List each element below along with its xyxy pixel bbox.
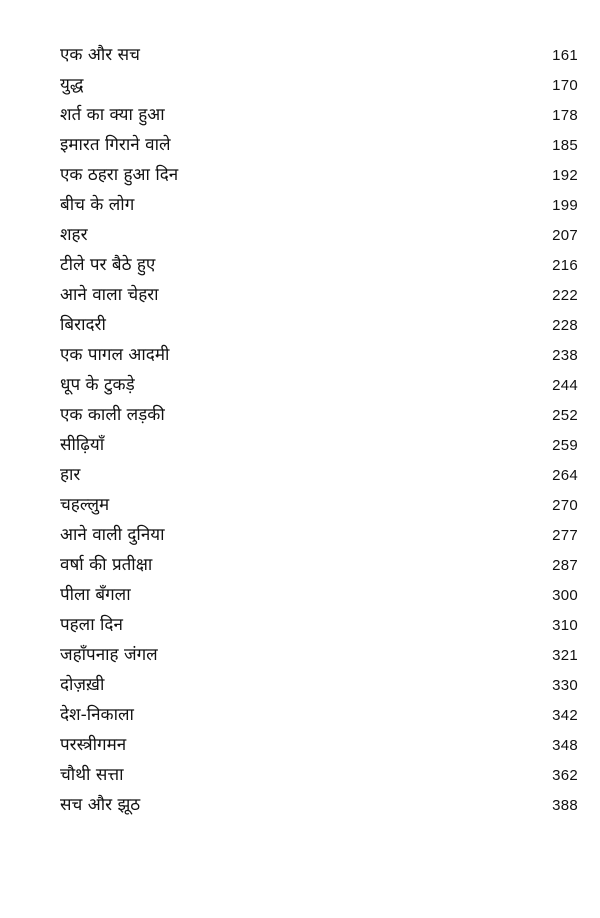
- toc-entry-title: आने वाला चेहरा: [60, 285, 159, 305]
- toc-entry: [60, 280, 578, 310]
- toc-entry: [60, 70, 578, 100]
- toc-entry-page: 348: [552, 737, 578, 754]
- toc-entry-page: 310: [552, 617, 578, 634]
- toc-entry-title: पहला दिन: [60, 615, 123, 635]
- toc-entry: [60, 670, 578, 700]
- toc-entry-title: युद्ध: [60, 75, 84, 95]
- toc-entry-title: टीले पर बैठे हुए: [60, 255, 156, 275]
- toc-entry: [60, 700, 578, 730]
- toc-entry-page: 216: [552, 257, 578, 274]
- toc-entry-title: बीच के लोग: [60, 195, 135, 215]
- toc-entry-title: चौथी सत्ता: [60, 765, 124, 785]
- toc-entry-page: 185: [552, 137, 578, 154]
- toc-entry: [60, 160, 578, 190]
- toc-entry: [60, 370, 578, 400]
- toc-entry-title: इमारत गिराने वाले: [60, 135, 171, 155]
- toc-entry-page: 238: [552, 347, 578, 364]
- toc-entry-title: शहर: [60, 225, 88, 245]
- toc-entry-title: हार: [60, 465, 81, 485]
- toc-entry: [60, 400, 578, 430]
- toc-entry-page: 161: [552, 47, 578, 64]
- toc-entry-page: 222: [552, 287, 578, 304]
- toc-entry-title: सीढ़ियाँ: [60, 435, 105, 455]
- toc-entry: [60, 580, 578, 610]
- toc-entry-page: 170: [552, 77, 578, 94]
- toc-entry-title: चहल्लुम: [60, 495, 110, 515]
- toc-entry-page: 199: [552, 197, 578, 214]
- toc-entry-title: धूप के टुकड़े: [60, 375, 135, 395]
- toc-entry: [60, 730, 578, 760]
- toc-entry-title: देश-निकाला: [60, 705, 134, 725]
- toc-entry-title: एक ठहरा हुआ दिन: [60, 165, 179, 185]
- toc-entry-page: 300: [552, 587, 578, 604]
- toc-entry-page: 178: [552, 107, 578, 124]
- toc-entry-page: 207: [552, 227, 578, 244]
- toc-entry: [60, 40, 578, 70]
- toc-entry-title: एक और सच: [60, 45, 140, 65]
- toc-entry: [60, 340, 578, 370]
- toc-entry: [60, 550, 578, 580]
- toc-entry-page: 287: [552, 557, 578, 574]
- toc-entry-title: एक काली लड़की: [60, 405, 165, 425]
- toc-entry-page: 342: [552, 707, 578, 724]
- toc-entry-page: 259: [552, 437, 578, 454]
- toc-entry-page: 228: [552, 317, 578, 334]
- toc-entry: [60, 430, 578, 460]
- toc-entry-title: परस्त्रीगमन: [60, 735, 127, 755]
- toc-entry-page: 244: [552, 377, 578, 394]
- toc-entry: [60, 250, 578, 280]
- toc-entry: [60, 520, 578, 550]
- toc-entry: [60, 490, 578, 520]
- toc-entry-page: 252: [552, 407, 578, 424]
- toc-entry-page: 330: [552, 677, 578, 694]
- toc-entry: [60, 100, 578, 130]
- toc-entry: [60, 310, 578, 340]
- toc-entry-title: पीला बँगला: [60, 585, 131, 605]
- toc-entry-page: 277: [552, 527, 578, 544]
- toc-entry-title: शर्त का क्या हुआ: [60, 105, 165, 125]
- table-of-contents: [60, 40, 578, 820]
- toc-entry-title: एक पागल आदमी: [60, 345, 170, 365]
- toc-entry-page: 362: [552, 767, 578, 784]
- toc-entry-title: सच और झूठ: [60, 795, 141, 815]
- toc-entry: [60, 760, 578, 790]
- toc-entry: [60, 640, 578, 670]
- toc-entry-page: 321: [552, 647, 578, 664]
- toc-entry-title: बिरादरी: [60, 315, 106, 335]
- toc-entry-page: 264: [552, 467, 578, 484]
- toc-entry-title: वर्षा की प्रतीक्षा: [60, 555, 153, 575]
- toc-entry: [60, 610, 578, 640]
- toc-entry-title: जहाँपनाह जंगल: [60, 645, 158, 665]
- toc-entry: [60, 790, 578, 820]
- toc-entry-title: आने वाली दुनिया: [60, 525, 165, 545]
- toc-entry: [60, 460, 578, 490]
- toc-entry: [60, 220, 578, 250]
- toc-entry-page: 192: [552, 167, 578, 184]
- toc-entry: [60, 130, 578, 160]
- toc-entry: [60, 190, 578, 220]
- toc-entry-page: 270: [552, 497, 578, 514]
- toc-entry-title: दोज़ख़ी: [60, 675, 105, 695]
- toc-entry-page: 388: [552, 797, 578, 814]
